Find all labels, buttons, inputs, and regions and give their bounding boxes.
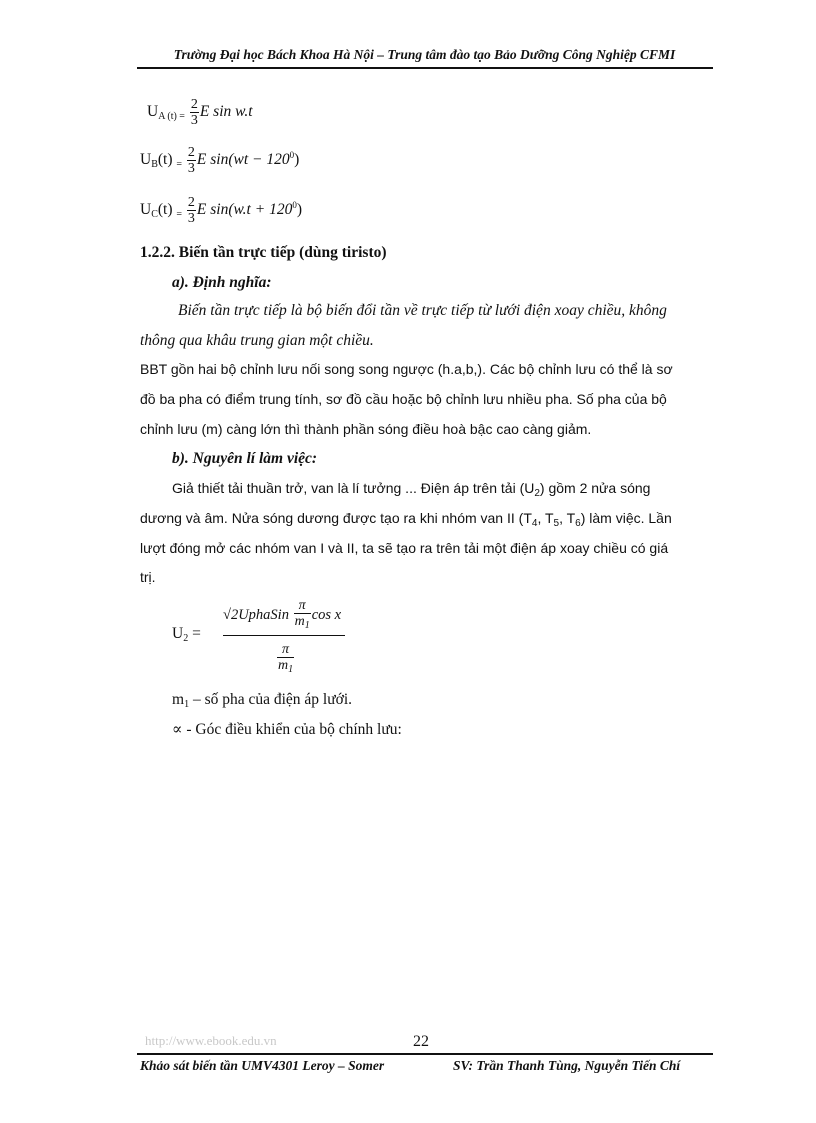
fraction-two-thirds: $\frac{2}{3}$ — [187, 195, 195, 226]
footer-divider — [137, 1053, 713, 1055]
equation-uc: $U_C(t)$ $_=$ $\frac{2}{3}$ E $\sin(w.t + 120^0)$ — [140, 195, 302, 226]
u2-lhs: $U_2$ = — [172, 625, 201, 644]
paragraph-1-line-3: chỉnh lưu (m) càng lớn thì thành phần sóng điều hoà bậc cao càng giảm. — [140, 421, 592, 437]
subheading-definition: a). Định nghĩa: — [172, 274, 272, 291]
subheading-principle: b). Nguyên lí làm việc: — [172, 450, 318, 467]
alpha-definition: ∝ - Góc điều khiển của bộ chính lưu: — [172, 721, 402, 738]
page-header-title: Trường Đại học Bách Khoa Hà Nội – Trung tâm đào tạo Bảo Dưỡng Công Nghiệp CFMI — [173, 47, 676, 62]
header-divider — [137, 67, 713, 69]
paragraph-1-line-2: đồ ba pha có điểm trung tính, sơ đồ cầu hoặc bộ chỉnh lưu nhiều pha. Số pha của bộ — [140, 391, 667, 407]
fraction-two-thirds: $\frac{2}{3}$ — [190, 97, 198, 128]
footer-left: Khảo sát biến tần UMV4301 Leroy – Somer — [140, 1058, 385, 1073]
paragraph-2-line-4: trị. — [140, 569, 156, 585]
u2-denominator: $\frac{\pi}{m_1}$ — [278, 642, 294, 675]
u2-fraction-bar — [223, 635, 345, 636]
u2-numerator: √2UphaSin $\frac{\pi}{m_1}$ cos x — [223, 598, 342, 631]
page-number: 22 — [413, 1033, 429, 1050]
paragraph-2-line-3: lượt đóng mở các nhóm van I và II, ta sẽ tạo ra trên tải một điện áp xoay chiều có giá — [140, 540, 669, 556]
m1-definition: $m_1$ – số pha của điện áp lưới. — [172, 691, 353, 710]
footer-watermark: http://www.ebook.edu.vn — [145, 1033, 277, 1048]
paragraph-2-line-1: Giả thiết tải thuần trở, van là lí tưởng ... Điện áp trên tải $(U_2)$ gồm 2 nửa sóng — [172, 480, 651, 499]
definition-line-1: Biến tần trực tiếp là bộ biến đổi tần về trực tiếp từ lưới điện xoay chiều, không — [178, 302, 667, 319]
equation-ub: $U_B(t)$ $_=$ $\frac{2}{3}$ E $\sin(wt - 120^0)$ — [140, 145, 300, 176]
equation-ua: $U_{A (t) =}$ $\frac{2}{3}$ E sin w.t — [147, 97, 253, 128]
fraction-two-thirds: $\frac{2}{3}$ — [187, 145, 195, 176]
definition-line-2: thông qua khâu trung gian một chiều. — [140, 332, 374, 349]
paragraph-2-line-2: dương và âm. Nửa sóng dương được tạo ra khi nhóm van II ($T_4$, $T_5$, $T_6$) làm việc. Lần — [140, 510, 672, 529]
paragraph-1-line-1: BBT gồn hai bộ chỉnh lưu nối song song ngược (h.a,b,). Các bộ chỉnh lưu có thể là sơ — [140, 361, 673, 377]
footer-right: SV: Trần Thanh Tùng, Nguyễn Tiến Chí — [453, 1058, 681, 1073]
section-heading: 1.2.2. Biến tần trực tiếp (dùng tiristo) — [140, 244, 387, 261]
